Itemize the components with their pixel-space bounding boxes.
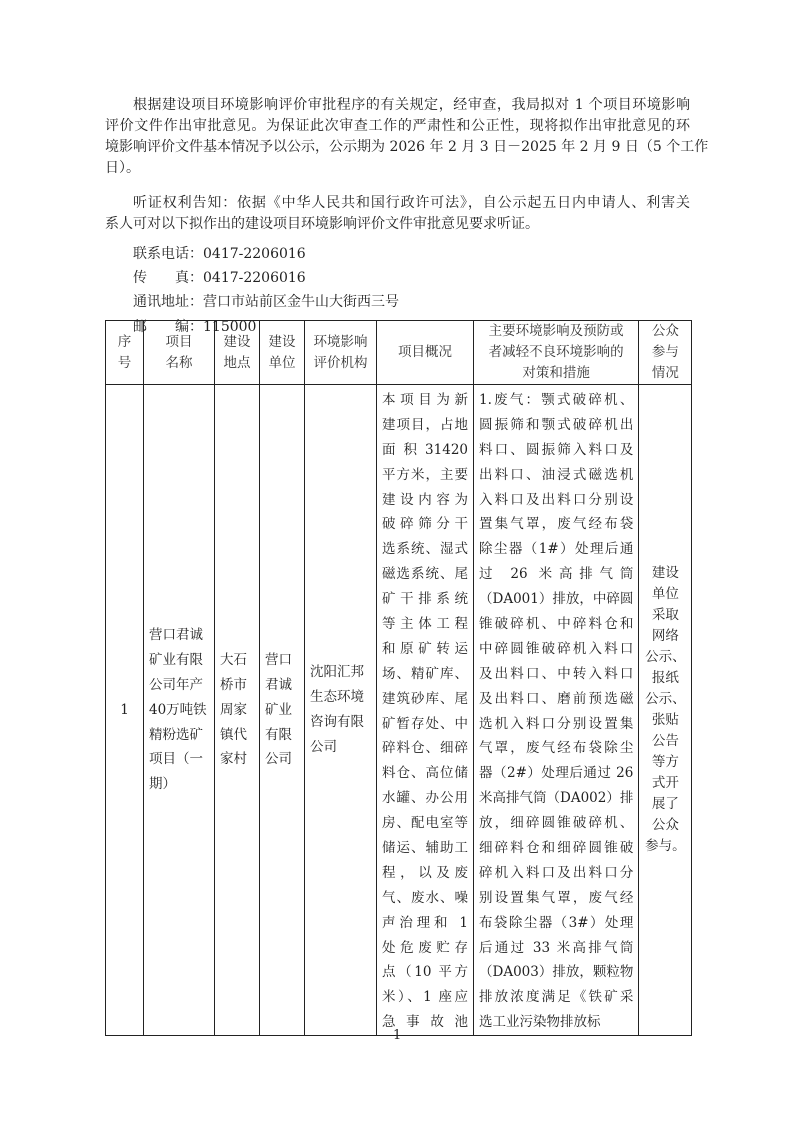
cell-line: 中碎圆锥破碎机入料口 bbox=[479, 640, 634, 657]
header-text: 评价机构 bbox=[313, 354, 368, 371]
cell-line: 矿干排系统 bbox=[382, 591, 468, 608]
header-text: 序 bbox=[117, 333, 132, 350]
paragraph-line: 听证权利告知：依据《中华人民共和国行政许可法》，自公示起五日内申请人、利害关 bbox=[133, 195, 690, 211]
cell-line: 和原矿转运 bbox=[382, 640, 468, 657]
header-cell bbox=[377, 321, 474, 385]
cell-line: 公示、 bbox=[645, 649, 686, 666]
cell-line: 公司 bbox=[265, 751, 292, 768]
header-cell bbox=[215, 321, 260, 385]
cell-line: 入料口及出料口分别设 bbox=[479, 491, 634, 508]
cell-line: 张贴 bbox=[651, 712, 679, 729]
cell-line: 参与。 bbox=[645, 838, 686, 855]
cell-agency bbox=[305, 385, 377, 1036]
cell-line: 料仓、高位储 bbox=[382, 765, 468, 782]
phone: 联系电话：0417-2206016 bbox=[133, 246, 306, 262]
header-text: 环境影响 bbox=[313, 333, 368, 350]
cell-line: 有限 bbox=[265, 726, 292, 743]
header-cell bbox=[474, 321, 639, 385]
cell-line: 项目（一 bbox=[149, 751, 203, 768]
cell-line: 布袋除尘器（3#）处理 bbox=[479, 914, 634, 931]
cell-line: 水罐、办公用 bbox=[382, 790, 468, 807]
paragraph-line: 系人可对以下拟作出的建设项目环境影响评价文件审批意见要求听证。 bbox=[105, 216, 539, 232]
cell-line: 网络 bbox=[651, 628, 679, 645]
cell-line: 碎料仓、细碎 bbox=[382, 740, 468, 757]
header-text: 号 bbox=[117, 354, 132, 371]
cell-line: 镇代 bbox=[220, 726, 247, 743]
cell-line: 选工业污染物排放标 bbox=[479, 1014, 601, 1031]
cell-line: 面 积 31420 bbox=[382, 441, 468, 458]
cell-line: 米）、1 座应 bbox=[382, 989, 468, 1006]
cell-line: （DA001）排放，中碎圆 bbox=[479, 591, 634, 608]
header-cell bbox=[305, 321, 377, 385]
cell-line: 生态环境 bbox=[310, 689, 364, 706]
cell-line: 君诚 bbox=[265, 676, 292, 693]
paragraph-line: 日）。 bbox=[105, 160, 140, 176]
cell-line: 咨询有限 bbox=[310, 714, 364, 731]
cell-line: 家村 bbox=[220, 751, 247, 768]
cell-line: 及出料口、中转入料口 bbox=[479, 665, 634, 682]
cell-line: 料口、圆振筛入料口及 bbox=[479, 441, 634, 458]
cell-line: 公众 bbox=[651, 817, 679, 834]
cell-line: 周家 bbox=[220, 701, 247, 718]
cell-line: 大石 bbox=[220, 651, 247, 668]
header-cell bbox=[106, 321, 144, 385]
header-text: 者减轻不良环境影响的 bbox=[488, 344, 624, 360]
cell-line: 点（10 平方 bbox=[382, 964, 468, 981]
header-text: 名称 bbox=[165, 354, 193, 371]
cell-line: 等主体工程 bbox=[382, 616, 468, 633]
cell-line: 储运、辅助工 bbox=[382, 840, 468, 857]
cell-line: 磁选系统、尾 bbox=[382, 566, 468, 583]
cell-line: 及出料口、磨前预选磁 bbox=[479, 690, 634, 707]
cell-line: 展了 bbox=[651, 796, 679, 813]
index-text: 1 bbox=[120, 702, 129, 719]
cell-line: 过 26 米高排气筒 bbox=[479, 566, 634, 583]
cell-line: 排放浓度满足《铁矿采 bbox=[479, 989, 634, 1006]
header-cell bbox=[260, 321, 305, 385]
cell-line: 精粉选矿 bbox=[149, 726, 203, 743]
cell-line: 矿业 bbox=[265, 701, 292, 718]
cell-line: 平方米，主要 bbox=[382, 466, 468, 483]
cell-line: 1.废气：颚式破碎机、 bbox=[479, 392, 634, 408]
cell-line: 破碎筛分干 bbox=[382, 516, 468, 533]
cell-line: 选系统、湿式 bbox=[382, 541, 468, 558]
cell-name bbox=[144, 385, 215, 1036]
address: 通讯地址：营口市站前区金牛山大街西三号 bbox=[133, 294, 399, 310]
cell-line: 米高排气筒（DA002）排 bbox=[479, 790, 634, 807]
header-text: 情况 bbox=[651, 365, 679, 381]
cell-line: 公示、 bbox=[645, 691, 686, 708]
cell-line: 营口君诚 bbox=[149, 626, 203, 643]
table-header-row bbox=[106, 321, 692, 385]
cell-line: 选机入料口分别设置集 bbox=[479, 715, 634, 732]
cell-line: 建项目，占地 bbox=[382, 416, 468, 433]
cell-line: 公告 bbox=[651, 733, 679, 750]
header-text: 建设 bbox=[268, 333, 296, 350]
cell-line: 报纸 bbox=[651, 670, 679, 687]
cell-line: 矿业有限 bbox=[149, 651, 203, 668]
cell-measures bbox=[474, 385, 639, 1036]
cell-line: 器（2#）处理后通过 26 bbox=[479, 765, 634, 782]
cell-line: 公司 bbox=[310, 738, 337, 755]
header-text: 主要环境影响及预防或 bbox=[488, 323, 624, 339]
paragraph-line: 境影响评价文件基本情况予以公示，公示期为 2026 年 2 月 3 日－2025 年 2 月 9 日（5 个工作 bbox=[105, 139, 709, 155]
cell-location bbox=[215, 385, 260, 1036]
cell-line: 等方 bbox=[651, 754, 679, 771]
cell-line: 锥破碎机、中碎料仓和 bbox=[479, 616, 634, 633]
cell-line: 期） bbox=[149, 776, 176, 793]
header-text: 建设 bbox=[223, 333, 251, 350]
cell-line: 式开 bbox=[651, 775, 679, 792]
paragraph-line: 评价文件作出审批意见。为保证此次审查工作的严肃性和公正性，现将拟作出审批意见的环 bbox=[105, 118, 690, 134]
cell-line: （DA003）排放，颗粒物 bbox=[479, 964, 634, 981]
cell-line: 矿暂存处、中 bbox=[382, 715, 468, 732]
header-text: 项目 bbox=[165, 333, 193, 350]
cell-line: 细碎料仓和细碎圆锥破 bbox=[479, 840, 634, 857]
approval-table bbox=[105, 320, 692, 1036]
header-cell bbox=[144, 321, 215, 385]
header-text: 公众 bbox=[651, 323, 679, 339]
table-row bbox=[106, 385, 692, 1036]
header-cell bbox=[639, 321, 692, 385]
cell-line: 碎机入料口及出料口分 bbox=[479, 864, 634, 881]
cell-line: 采取 bbox=[651, 607, 679, 624]
cell-line: 建筑砂库、尾 bbox=[382, 690, 468, 707]
cell-line: 沈阳汇邦 bbox=[310, 664, 364, 681]
postcode: 邮 编：115000 bbox=[133, 318, 257, 335]
cell-line: 程，以及废 bbox=[382, 864, 468, 881]
page-number: 1 bbox=[393, 1028, 402, 1043]
cell-line: 建设 bbox=[651, 565, 679, 582]
paragraph-line: 根据建设项目环境影响评价审批程序的有关规定，经审查，我局拟对 1 个项目环境影响 bbox=[133, 97, 690, 113]
header-text: 项目概况 bbox=[398, 344, 452, 360]
cell-overview bbox=[377, 385, 474, 1036]
cell-line: 声治理和 1 bbox=[382, 914, 468, 931]
cell-index bbox=[106, 385, 144, 1036]
header-text: 地点 bbox=[223, 354, 251, 371]
cell-company bbox=[260, 385, 305, 1036]
cell-line: 本项目为新 bbox=[382, 392, 468, 408]
cell-line: 急事故池 bbox=[382, 1014, 468, 1031]
cell-line: 后通过 33 米高排气筒 bbox=[479, 939, 634, 956]
cell-line: 公司年产 bbox=[149, 676, 203, 693]
cell-line: 气、废水、噪 bbox=[382, 889, 468, 906]
intro-paragraph-2 bbox=[105, 193, 690, 235]
header-text: 单位 bbox=[268, 354, 296, 371]
cell-line: 放，细碎圆锥破碎机、 bbox=[479, 815, 634, 832]
cell-line: 单位 bbox=[651, 586, 679, 603]
cell-line: 别设置集气罩，废气经 bbox=[479, 889, 634, 906]
intro-paragraph-1 bbox=[105, 95, 709, 179]
header-text: 参与 bbox=[651, 344, 679, 360]
cell-line: 营口 bbox=[265, 651, 292, 668]
cell-line: 房、配电室等 bbox=[382, 815, 468, 832]
cell-line: 处危废贮存 bbox=[382, 939, 468, 956]
cell-line: 圆振筛和颚式破碎机出 bbox=[479, 416, 634, 433]
cell-line: 气罩，废气经布袋除尘 bbox=[479, 740, 634, 757]
cell-line: 置集气罩，废气经布袋 bbox=[479, 516, 634, 533]
cell-public bbox=[639, 385, 692, 1036]
cell-line: 出料口、油浸式磁选机 bbox=[479, 466, 634, 483]
cell-line: 除尘器（1#）处理后通 bbox=[479, 541, 634, 558]
fax: 传 真：0417-2206016 bbox=[133, 269, 306, 286]
cell-line: 40万吨铁 bbox=[149, 701, 207, 718]
cell-line: 桥市 bbox=[220, 676, 247, 693]
cell-line: 建设内容为 bbox=[382, 491, 468, 508]
cell-line: 场、精矿库、 bbox=[382, 665, 468, 682]
header-text: 对策和措施 bbox=[522, 365, 590, 381]
